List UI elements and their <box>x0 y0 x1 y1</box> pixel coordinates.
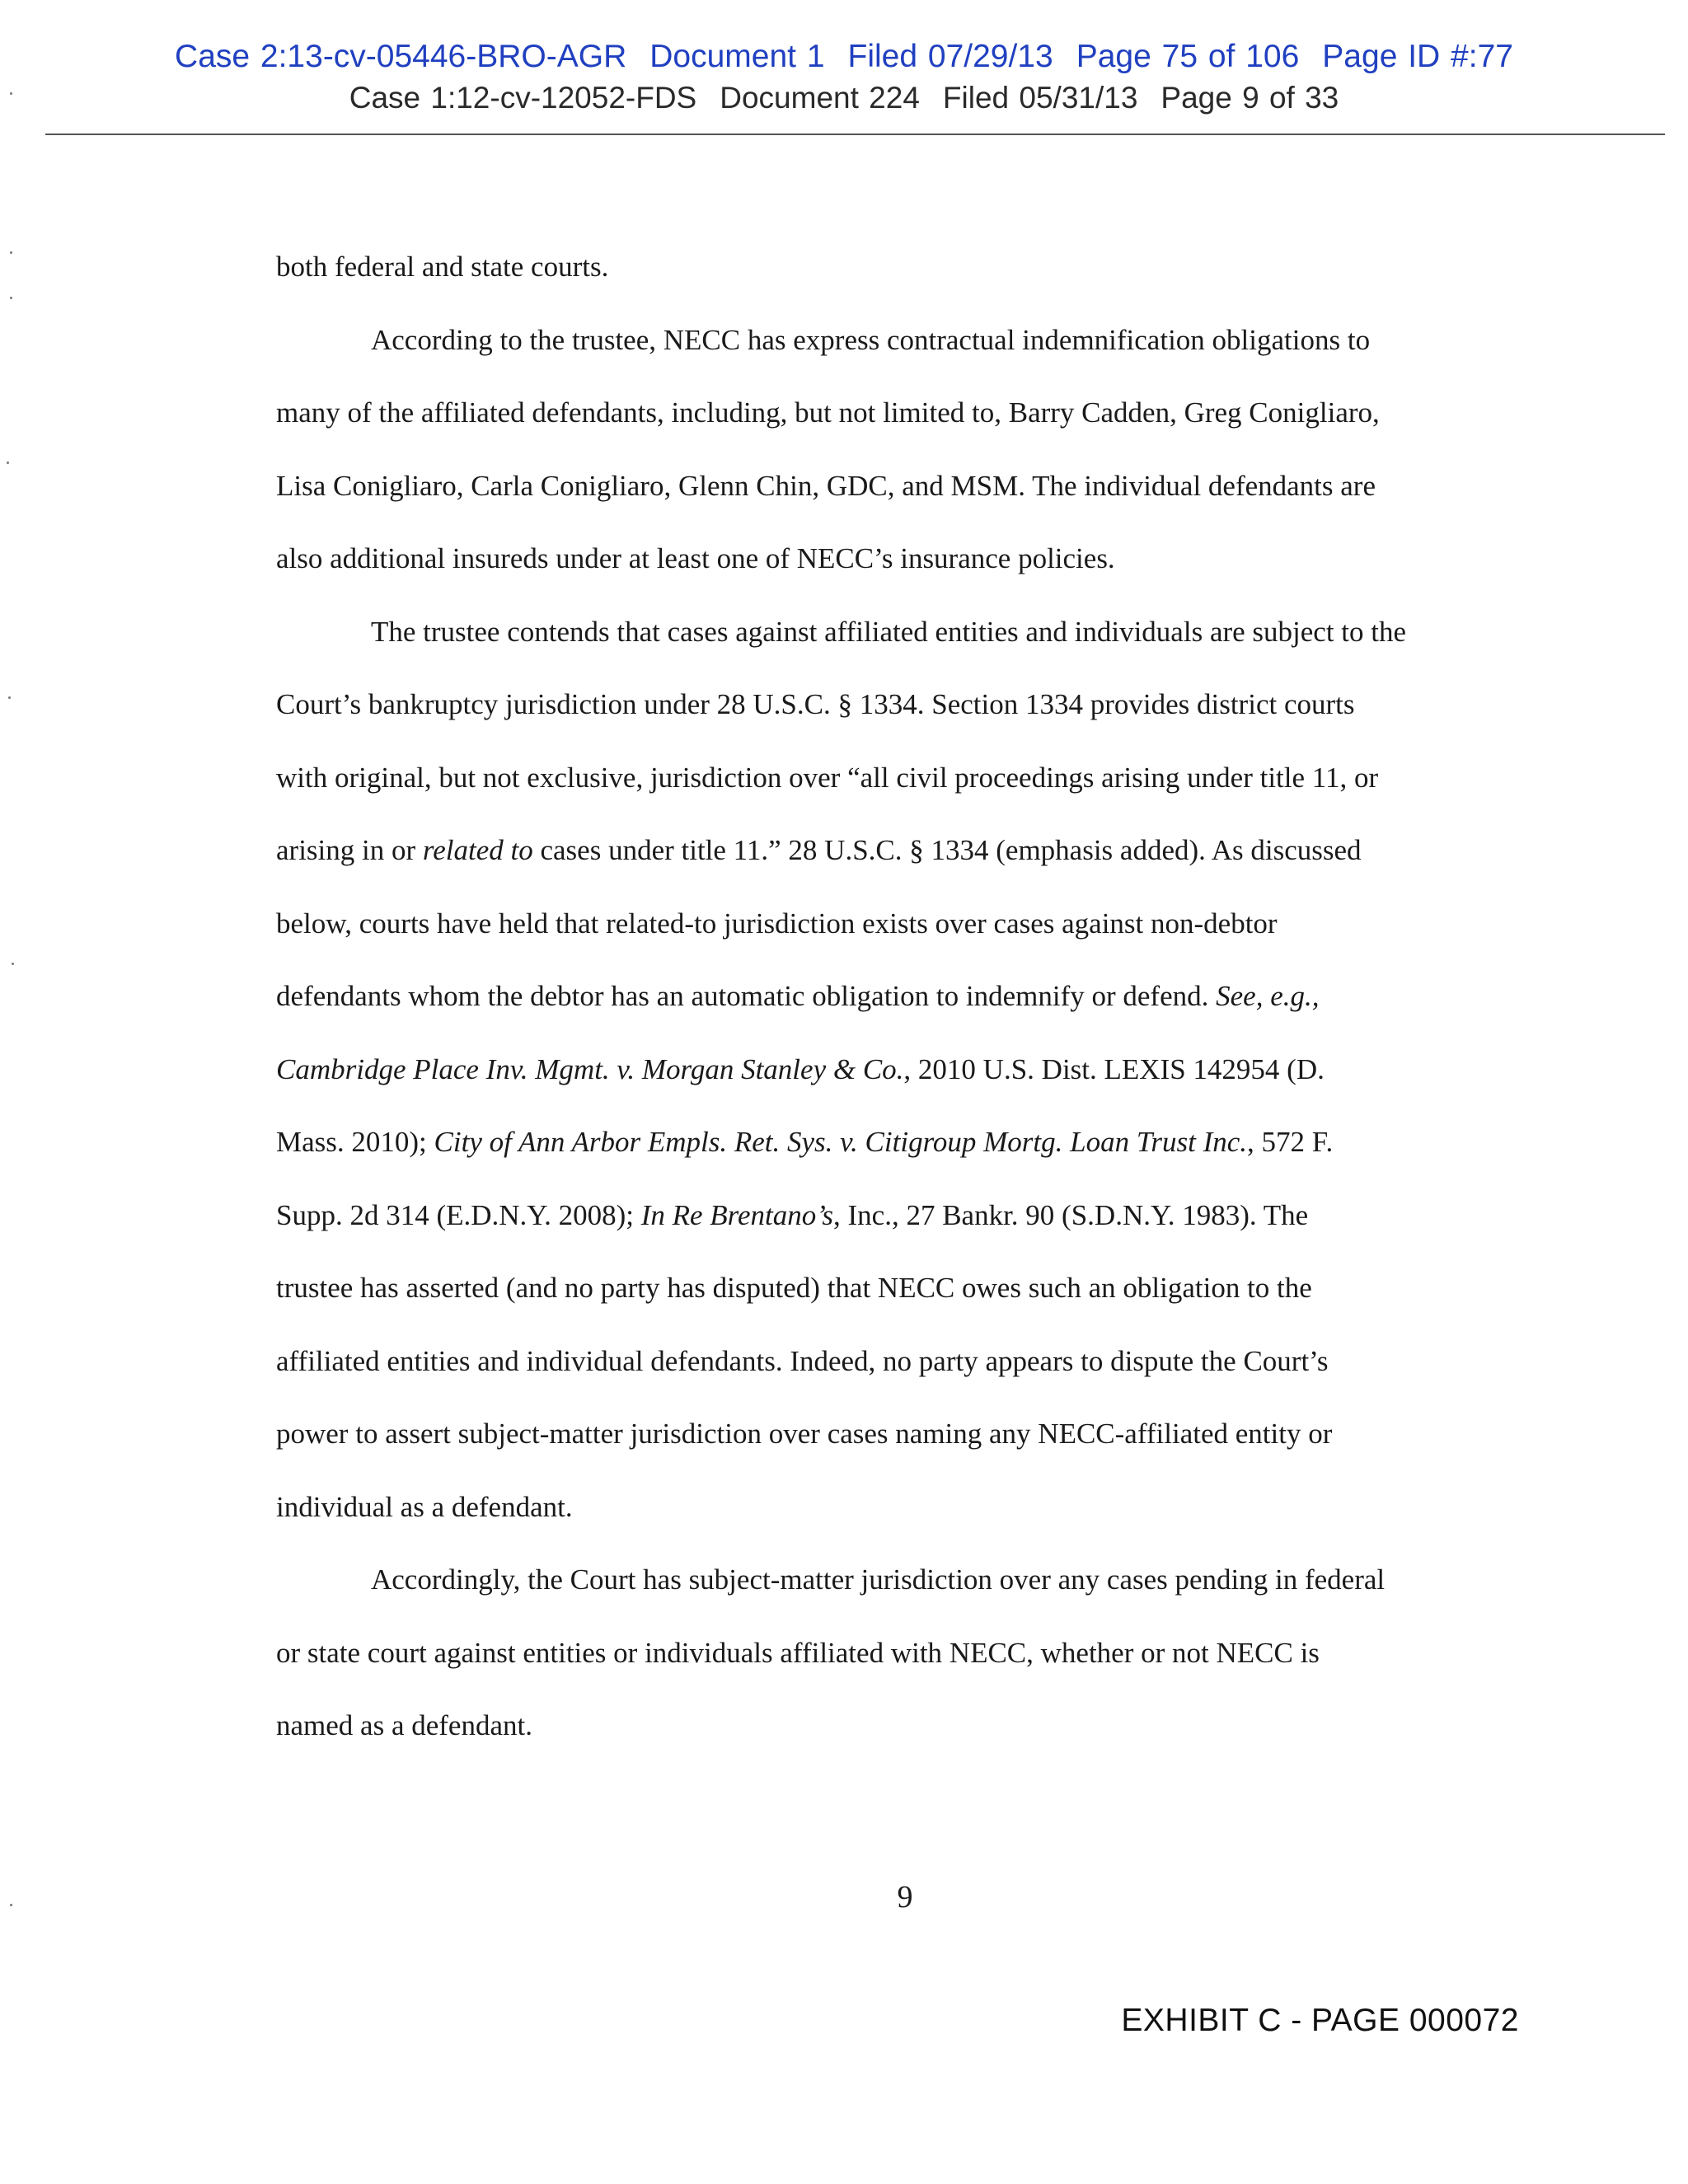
text-line: or state court against entities or individuals affiliated with NECC, whether or not NECC is <box>276 1636 1320 1669</box>
text-line: The trustee contends that cases against affiliated entities and individuals are subject to the <box>371 615 1407 648</box>
filing-header <box>0 36 1688 119</box>
original-filed-date: Filed 05/31/13 <box>942 81 1138 115</box>
stamp-page-id: Page ID #:77 <box>1322 39 1513 74</box>
text-line: According to the trustee, NECC has express contractual indemnification obligations to <box>371 323 1371 356</box>
text-segment: cases under title 11.” 28 U.S.C. § 1334 (emphasis added). As discussed <box>532 834 1362 866</box>
text-line: trustee has asserted (and no party has disputed) that NECC owes such an obligation to the <box>276 1272 1312 1304</box>
text-line: also additional insureds under at least one of NECC’s insurance policies. <box>276 542 1115 574</box>
text-line: both federal and state courts. <box>276 251 609 283</box>
scan-speck <box>10 297 12 299</box>
stamp-document: Document 1 <box>649 39 825 74</box>
scan-speck <box>8 696 11 699</box>
text-line: power to assert subject-matter jurisdiction over cases naming any NECC-affiliated entity or <box>276 1418 1333 1450</box>
scan-speck <box>10 251 12 254</box>
case-name-ann-arbor: City of Ann Arbor Empls. Ret. Sys. v. Citigroup Mortg. Loan Trust Inc. <box>434 1126 1248 1158</box>
original-document: Document 224 <box>720 81 920 115</box>
scan-speck <box>7 462 9 464</box>
text-line <box>276 960 1521 1033</box>
text-line <box>276 1106 1521 1179</box>
text-segment: arising in or <box>276 834 423 866</box>
original-page: Page 9 of 33 <box>1160 81 1339 115</box>
text-line: affiliated entities and individual defendants. Indeed, no party appears to dispute the Court’s <box>276 1344 1329 1377</box>
original-case-number: Case 1:12-cv-12052-FDS <box>349 81 697 115</box>
text-segment: Supp. 2d 314 (E.D.N.Y. 2008); <box>276 1198 641 1231</box>
text-line: with original, but not exclusive, jurisdiction over “all civil proceedings arising under title 11, or <box>276 761 1379 794</box>
stamp-page: Page 75 of 106 <box>1076 39 1300 74</box>
text-segment: , Inc., 27 Bankr. 90 (S.D.N.Y. 1983). The <box>833 1198 1309 1231</box>
text-segment: , 572 F. <box>1247 1126 1334 1158</box>
text-line: Court’s bankruptcy jurisdiction under 28 U.S.C. § 1334. Section 1334 provides district courts <box>276 688 1355 720</box>
text-line: Accordingly, the Court has subject-matter jurisdiction over any cases pending in federal <box>371 1563 1386 1596</box>
document-body <box>276 231 1521 1763</box>
text-line: below, courts have held that related-to jurisdiction exists over cases against non-debtor <box>276 907 1278 940</box>
federal-filing-stamp <box>0 36 1688 77</box>
exhibit-stamp: EXHIBIT C - PAGE 000072 <box>1121 2003 1519 2038</box>
text-line: named as a defendant. <box>276 1709 532 1741</box>
text-line: Lisa Conigliaro, Carla Conigliaro, Glenn Chin, GDC, and MSM. The individual defendants are <box>276 469 1376 502</box>
case-name-brentanos: In Re Brentano’s <box>640 1198 833 1231</box>
text-line <box>276 1033 1521 1107</box>
text-line: individual as a defendant. <box>276 1490 573 1523</box>
page-number: 9 <box>897 1880 913 1915</box>
emphasis-related-to: related to <box>422 834 533 866</box>
text-line: many of the affiliated defendants, including, but not limited to, Barry Cadden, Greg Conigliaro, <box>276 396 1380 429</box>
text-line <box>276 814 1521 888</box>
scan-speck <box>12 963 14 965</box>
stamp-case-number: Case 2:13-cv-05446-BRO-AGR <box>175 39 627 74</box>
text-segment: defendants whom the debtor has an automatic obligation to indemnify or defend. <box>276 980 1217 1012</box>
text-line <box>276 1179 1521 1253</box>
scan-speck <box>10 92 12 95</box>
original-filing-stamp <box>0 77 1688 119</box>
citation-signal: See, e.g., <box>1216 980 1320 1012</box>
stamp-filed-date: Filed 07/29/13 <box>847 39 1053 74</box>
text-segment: , 2010 U.S. Dist. LEXIS 142954 (D. <box>903 1052 1325 1085</box>
header-divider <box>45 134 1665 135</box>
text-segment: Mass. 2010); <box>276 1126 434 1158</box>
scan-speck <box>10 1904 12 1906</box>
case-name-cambridge: Cambridge Place Inv. Mgmt. v. Morgan Stanley & Co. <box>276 1052 904 1085</box>
